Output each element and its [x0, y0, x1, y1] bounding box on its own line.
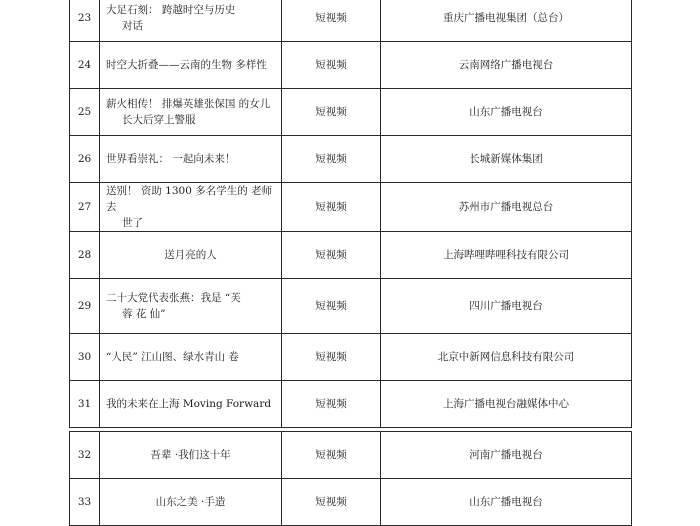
work-title-line1: 薪火相传！ 排爆英雄张保国 的女儿: [106, 98, 271, 110]
submitting-organization: 长城新媒体集团: [381, 136, 632, 183]
row-number: 31: [70, 381, 100, 428]
work-type: 短视频: [282, 279, 381, 334]
row-number: 24: [70, 42, 100, 89]
row-number: 26: [70, 136, 100, 183]
work-title-line1: 我的未来在上海 Moving Forward: [106, 398, 272, 410]
work-title: [100, 0, 282, 42]
work-title: [100, 334, 282, 381]
table-row: [70, 479, 632, 526]
table-row: [70, 381, 632, 428]
table-row: [70, 89, 632, 136]
submitting-organization: 北京中新网信息科技有限公司: [381, 334, 632, 381]
submitting-organization: 上海广播电视台融媒体中心: [381, 381, 632, 428]
work-title-line1: 送别！ 资助 1300 多名学生的 老师去: [106, 185, 273, 213]
submitting-organization: 重庆广播电视集团（总台）: [381, 0, 632, 42]
table-row: [70, 42, 632, 89]
works-table: [69, 0, 632, 428]
row-number: 23: [70, 0, 100, 42]
works-table-continued: [69, 431, 632, 526]
work-title-line2: 世了: [122, 217, 143, 229]
row-number: 25: [70, 89, 100, 136]
table-row: [70, 334, 632, 381]
row-number: 27: [70, 183, 100, 232]
work-type: 短视频: [282, 183, 381, 232]
work-title-line1: 吾辈 ·我们这十年: [150, 449, 231, 461]
work-title: [100, 42, 282, 89]
work-type: 短视频: [282, 42, 381, 89]
work-type: 短视频: [282, 381, 381, 428]
row-number: 30: [70, 334, 100, 381]
table-row: [70, 183, 632, 232]
work-type: 短视频: [282, 479, 381, 526]
work-title-line2: 长大后穿上警服: [122, 114, 196, 126]
work-title-line1: “人民” 江山图、绿水青山 卷: [106, 351, 239, 363]
work-title: [100, 232, 282, 279]
work-title: [100, 136, 282, 183]
work-type: 短视频: [282, 432, 381, 479]
work-title-line1: 时空大折叠——云南的生物 多样性: [106, 59, 267, 71]
submitting-organization: 四川广播电视台: [381, 279, 632, 334]
submitting-organization: 河南广播电视台: [381, 432, 632, 479]
row-number: 28: [70, 232, 100, 279]
work-title: [100, 89, 282, 136]
work-title-line2: 对话: [122, 20, 143, 32]
work-title-line1: 大足石刻： 跨越时空与历史: [106, 4, 236, 16]
submitting-organization: 上海哔哩哔哩科技有限公司: [381, 232, 632, 279]
row-number: 32: [70, 432, 100, 479]
work-type: 短视频: [282, 136, 381, 183]
work-title-line2: 蓉 花 仙”: [122, 308, 166, 320]
table-row: [70, 432, 632, 479]
work-title-line1: 二十大党代表张燕：我是 “芙: [106, 292, 241, 304]
work-title-line1: 山东之美 ·手造: [155, 496, 226, 508]
work-type: 短视频: [282, 89, 381, 136]
work-title: [100, 279, 282, 334]
work-type: 短视频: [282, 232, 381, 279]
submitting-organization: 山东广播电视台: [381, 479, 632, 526]
work-title: [100, 183, 282, 232]
work-type: 短视频: [282, 334, 381, 381]
submitting-organization: 苏州市广播电视总台: [381, 183, 632, 232]
table-row: [70, 232, 632, 279]
work-type: 短视频: [282, 0, 381, 42]
work-title-line1: 送月亮的人: [164, 249, 217, 261]
table-row: [70, 136, 632, 183]
table-row: [70, 0, 632, 42]
submitting-organization: 山东广播电视台: [381, 89, 632, 136]
table-row: [70, 279, 632, 334]
row-number: 29: [70, 279, 100, 334]
work-title: [100, 381, 282, 428]
work-title: [100, 432, 282, 479]
work-title-line1: 世界看崇礼： 一起向未来！: [106, 153, 236, 165]
row-number: 33: [70, 479, 100, 526]
work-title: [100, 479, 282, 526]
submitting-organization: 云南网络广播电视台: [381, 42, 632, 89]
